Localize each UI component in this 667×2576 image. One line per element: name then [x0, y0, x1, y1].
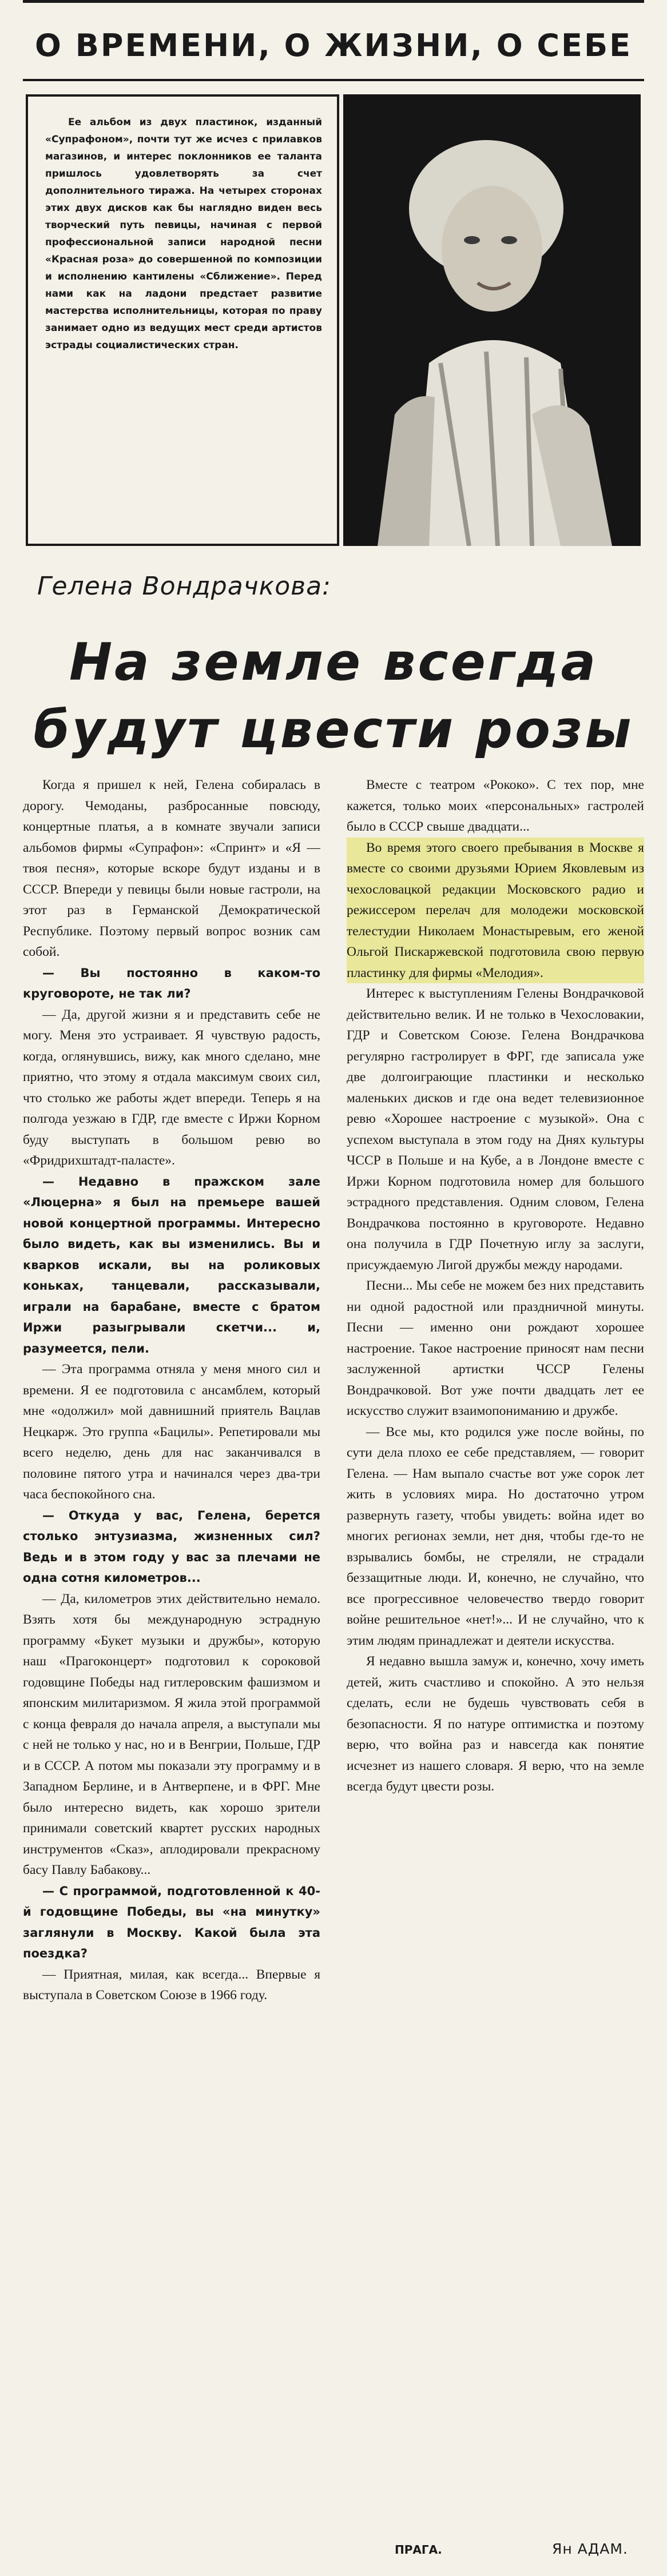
article-paragraph: — Эта программа отняла у меня много сил и времени. Я ее подготовила с ансамблем, который мне «одолжил» мой давнишний приятель Вацлав Нецкарж. Это группа «Бацилы». Репетировали мы всего неделю, день для нас заканчивался в половине пятого утра и начинался через два-три часа беспокойного сна.	[23, 1362, 320, 1502]
article-paragraph: Когда я пришел к ней, Гелена собиралась в дорогу. Чемоданы, разбросанные повсюду, концертные платья, а в комнате звучали записи альбомов фирмы «Супрафон»: «Спринт» и «Я — твоя песня», которые вскоре будут изданы и в СССР. Впереди у певицы были новые гастроли, на этот раз в Германской Демократической Республике. Поэтому первый вопрос возник сам собой.	[23, 777, 320, 959]
article-headline	[0, 629, 667, 764]
article-paragraph: — Да, другой жизни я и представить себе не могу. Меня это устраивает. Я чувствую радость, когда, оглянувшись, вижу, как много сделано, мне приятно, что этому я отдала максимум своих сил, что столько же работы ждет впереди. Теперь я на полгода уезжаю в ГДР, где вместе с Иржи Корном буду выступать в большом ревю во «Фридрихштадт-паласте».	[23, 1007, 320, 1168]
article-paragraph: — Недавно в пражском зале «Люцерна» я был на премьере вашей новой концертной программы. Интересно было видеть, как вы изменились. Вы и кварков искали, вы на роликовых коньках, танцевали, рассказывали, играли на барабане, вместе с братом Иржи разыгрывали скетчи... и, разумеется, пели.	[23, 1174, 320, 1355]
section-title: О ВРЕМЕНИ, О ЖИЗНИ, О СЕБЕ	[35, 27, 632, 63]
article-subtitle: Гелена Вондрачкова:	[37, 572, 331, 601]
article-paragraph: Во время этого своего пребывания в Москве я вместе со своими друзьями Юрием Яковлевым из чехословацкой редакции Московского радио и режиссером перелач для молодежи московской телестудии Николаем Монастыревым, его женой Ольгой Пискаржевской подготовила свою первую пластинку для фирмы «Мелодия».	[347, 838, 644, 984]
article-paragraph: — Да, километров этих действительно немало. Взять хотя бы международную эстрадную программу «Букет музыки и дружбы», которую наш «Прагоконцерт» подготовил к сороковой годовщине Победы над гитлеровским фашизмом и японским милитаризмом. Я жила этой программой с конца февраля до начала апреля, а выступали мы с ней не только у нас, но и в Венгрии, Польше, ГДР и в СССР. А потом мы показали эту программу и в Западном Берлине, и в Антверпене, и в ФРГ. Мне было интересно видеть, как хорошо зрители принимали советский квартет русских народных инструментов «Сказ», аплодировали прекрасному басу Павлу Бабакову...	[23, 1591, 320, 1877]
intro-box	[26, 94, 339, 546]
article-paragraph: — Вы постоянно в каком-то круговороте, не так ли?	[23, 966, 320, 1000]
headline-line-1: На земле всегда	[69, 632, 598, 692]
article-footer	[0, 2543, 667, 2566]
header-bottom-rule	[23, 79, 644, 81]
header-top-rule	[23, 0, 644, 3]
headline-line-2: будут цвести розы	[33, 700, 634, 760]
article-paragraph: Я недавно вышла замуж и, конечно, хочу иметь детей, жить счастливо и спокойно. А это нельзя сделать, если не будешь чувствовать себя в безопасности. Я по натуре оптимистка и поэтому верю, что война раз и навсегда как понятие исчезнет из нашего словаря. Я верю, что на земле всегда будут цвести розы.	[347, 1654, 644, 1794]
page-header	[0, 0, 667, 86]
dateline-city: ПРАГА.	[395, 2543, 442, 2557]
article-paragraph: — Приятная, милая, как всегда... Впервые я выступала в Советском Союзе в 1966 году.	[23, 1967, 320, 2003]
article-paragraph: — Откуда у вас, Гелена, берется столько энтузиазма, жизненных сил? Ведь и в этом году у вас за плечами не одна сотня километров...	[23, 1508, 320, 1585]
intro-text: Ее альбом из двух пластинок, изданный «Супрафоном», почти тут же исчез с прилавков магазинов, и интерес поклонников ее таланта пришлось удовлетворять за счет дополнительного тиража. На четырех сторонах этих двух дисков как бы наглядно виден весь творческий путь певицы, начиная с первой профессиональной записи народной песни «Красная роза» до совершенной по композиции и исполнению кантилены «Сближение». Перед нами как на ладони предстает развитие мастерства исполнительницы, которая по праву занимает одно из ведущих мест среди артистов эстрады социалистических стран.	[45, 117, 322, 351]
portrait-image	[343, 94, 641, 546]
article-paragraph: — С программой, подготовленной к 40-й годовщине Победы, вы «на минутку» заглянули в Москву. Какой была эта поездка?	[23, 1884, 320, 1960]
article-paragraph: Песни... Мы себе не можем без них представить ни одной радостной или праздничной минуты. Песни — именно они рождают хорошее настроение. Такое настроение приносят нам песни заслуженной артистки ЧССР Гелены Вондрачковой. Вот уже почти двадцать лет ее искусство служит взаимопониманию и дружбе.	[347, 1278, 644, 1418]
article-paragraph: Интерес к выступлениям Гелены Вондрачковой действительно велик. И не только в Чехословакии, ГДР и Советском Союзе. Гелена Вондрачкова регулярно гастролирует в ФРГ, где записала уже две долгоиграющие пластинки и несколько маленьких дисков и где она ведет телевизионное ревю «Хорошее настроение с музыкой». Она с успехом выступала в этом году на Днях культуры ЧССР в Польше и на Кубе, а в Лондоне вместе с Иржи Корном подготовила номер для большого эстрадного представления. Одним словом, Гелена Вондрачкова постоянно в круговороте. Недавно она получила в ГДР Почетную иглу за заслуги, присуждаемую Лигой дружбы между народами.	[347, 986, 644, 1273]
article-column-right	[347, 775, 644, 2538]
article-column-left	[23, 775, 320, 2538]
singer-photo	[343, 94, 641, 546]
article-paragraph: Вместе с театром «Рококо». С тех пор, мне кажется, только моих «персональных» гастролей было в СССР свыше двадцати...	[347, 777, 644, 834]
author-name: Ян АДАМ.	[552, 2541, 628, 2557]
article-paragraph: — Все мы, кто родился уже после войны, по сути дела плохо ее себе представляем, — говорит Гелена. — Нам выпало счастье вот уже сорок лет жить в условиях мира. Но достаточно утром развернуть газету, чтобы увидеть: война идет во многих регионах земли, нет дня, чтобы где-то не взрывались бомбы, не стреляли, не страдали беззащитные люди. И, конечно, не случайно, что все прогрессивное человечество твердо говорит войне решительное «нет!»... И не случайно, что к этим людям принадлежат и деятели искусства.	[347, 1424, 644, 1648]
article-body	[23, 775, 644, 2538]
